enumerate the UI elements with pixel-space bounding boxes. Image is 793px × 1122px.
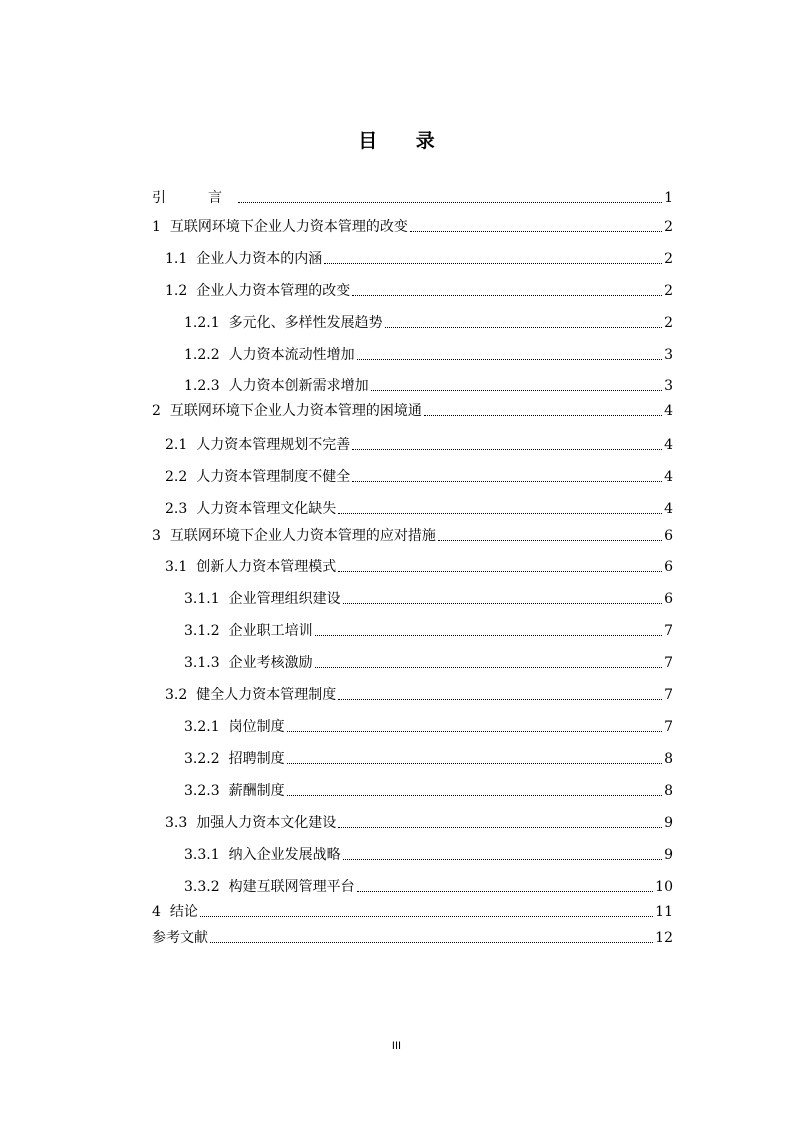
toc-entry[interactable] (152, 373, 673, 395)
dot-leader (338, 698, 662, 700)
toc-entry-title: 人力资本流动性增加 (228, 347, 355, 363)
dot-leader (287, 762, 662, 764)
toc-entry[interactable] (152, 214, 673, 236)
toc-entry-page: 9 (664, 847, 673, 863)
toc-entry[interactable] (152, 650, 673, 672)
toc-entry-title: 企业职工培训 (228, 623, 313, 639)
toc-entry[interactable] (152, 464, 673, 486)
toc-entry-title: 互联网环境下企业人力资本管理的困境通 (169, 403, 422, 419)
toc-entry-number: 3.2.2 (184, 751, 220, 767)
toc-entry-page: 7 (664, 623, 673, 639)
toc-entry-number: 2.2 (165, 469, 188, 485)
dot-leader (287, 730, 662, 732)
toc-entry-page: 10 (655, 879, 673, 895)
toc-entry-page: 8 (664, 751, 673, 767)
toc-entry-title: 企业管理组织建设 (228, 591, 341, 607)
toc-entry-page: 3 (664, 378, 673, 394)
toc-entry-title: 加强人力资本文化建设 (196, 815, 337, 831)
dot-leader (343, 602, 662, 604)
dot-leader (438, 539, 662, 541)
toc-entry-number: 3.3 (165, 815, 188, 831)
toc-entry-title: 参考文献 (152, 930, 208, 946)
toc-entry-page: 12 (655, 930, 673, 946)
toc-entry[interactable] (152, 810, 673, 832)
toc-entry[interactable] (152, 682, 673, 704)
toc-entry-page: 7 (664, 687, 673, 703)
toc-entry-title: 人力资本管理规划不完善 (196, 437, 351, 453)
toc-entry-page: 8 (664, 783, 673, 799)
toc-entry-title: 人力资本管理文化缺失 (196, 501, 337, 517)
dot-leader (338, 570, 662, 572)
dot-leader (338, 512, 662, 514)
dot-leader (371, 389, 662, 391)
toc-entry-title: 企业人力资本管理的改变 (196, 283, 351, 299)
toc-entry-title: 创新人力资本管理模式 (196, 559, 337, 575)
toc-entry-page: 2 (664, 283, 673, 299)
dot-leader (287, 794, 662, 796)
dot-leader (357, 358, 662, 360)
toc-entry[interactable] (152, 496, 673, 518)
toc-entry-page: 2 (664, 315, 673, 331)
toc-entry-number: 2 (152, 403, 161, 419)
toc-entry[interactable] (152, 874, 673, 896)
toc-entry-title: 企业考核激励 (228, 655, 313, 671)
toc-entry[interactable] (152, 586, 673, 608)
toc-entry-title: 薪酬制度 (228, 783, 285, 799)
toc-entry-number: 3.1.2 (184, 623, 220, 639)
toc-entry-number: 1.2.3 (184, 378, 220, 394)
toc-entry-page: 7 (664, 655, 673, 671)
toc-entry-page: 11 (655, 904, 673, 920)
toc-entry-number: 3.3.1 (184, 847, 220, 863)
toc-entry-number: 1.2.1 (184, 315, 220, 331)
toc-entry-title: 招聘制度 (228, 751, 285, 767)
dot-leader (357, 890, 654, 892)
toc-entry-page: 7 (664, 719, 673, 735)
toc-entry-title: 引 言 (152, 190, 236, 206)
toc-entry-page: 4 (664, 469, 673, 485)
dot-leader (410, 230, 662, 232)
dot-leader (315, 666, 662, 668)
toc-entry-page: 6 (664, 559, 673, 575)
dot-leader (210, 941, 653, 943)
toc-entry[interactable] (152, 523, 673, 545)
page-number-footer: III (391, 1040, 402, 1052)
toc-entry-page: 2 (664, 251, 673, 267)
toc-entry-number: 1 (152, 219, 161, 235)
dot-leader (200, 915, 653, 917)
dot-leader (338, 826, 662, 828)
toc-entry-number: 3.2.3 (184, 783, 220, 799)
toc-entry-page: 9 (664, 815, 673, 831)
dot-leader (315, 634, 662, 636)
dot-leader (385, 326, 662, 328)
toc-entry-number: 3.1.1 (184, 591, 220, 607)
toc-entry[interactable] (152, 899, 673, 921)
toc-entry[interactable] (152, 398, 673, 420)
toc-entry[interactable] (152, 925, 673, 947)
toc-entry-title: 互联网环境下企业人力资本管理的改变 (169, 219, 408, 235)
toc-entry-number: 3.2.1 (184, 719, 220, 735)
toc-entry-title: 构建互联网管理平台 (228, 879, 355, 895)
dot-leader (424, 414, 662, 416)
dot-leader (352, 480, 662, 482)
toc-entry-page: 6 (664, 591, 673, 607)
toc-entry[interactable] (152, 310, 673, 332)
toc-entry-page: 4 (664, 403, 673, 419)
toc-entry[interactable] (152, 342, 673, 364)
toc-entry-page: 1 (664, 190, 673, 206)
toc-entry-title: 互联网环境下企业人力资本管理的应对措施 (169, 528, 436, 544)
dot-leader (352, 294, 662, 296)
toc-entry[interactable] (152, 618, 673, 640)
toc-entry-number: 3 (152, 528, 161, 544)
toc-entry-title: 人力资本管理制度不健全 (196, 469, 351, 485)
toc-entry-number: 2.1 (165, 437, 188, 453)
toc-entry-page: 2 (664, 219, 673, 235)
toc-entry-page: 4 (664, 501, 673, 517)
toc-entry-title: 岗位制度 (228, 719, 285, 735)
toc-entry-title: 多元化、多样性发展趋势 (228, 315, 383, 331)
toc-entry[interactable] (152, 746, 673, 768)
dot-leader (238, 201, 662, 203)
toc-entry[interactable] (152, 842, 673, 864)
toc-entry-title: 纳入企业发展战略 (228, 847, 341, 863)
toc-entry[interactable] (152, 714, 673, 736)
dot-leader (343, 858, 662, 860)
page-title: 目 录 (358, 130, 451, 152)
toc-entry[interactable] (152, 278, 673, 300)
toc-entry[interactable] (152, 554, 673, 576)
toc-entry[interactable] (152, 185, 673, 207)
toc-entry-number: 1.2.2 (184, 347, 220, 363)
toc-entry-title: 结论 (169, 904, 198, 920)
dot-leader (352, 448, 662, 450)
toc-entry[interactable] (152, 778, 673, 800)
toc-entry-page: 6 (664, 528, 673, 544)
toc-entry-number: 3.3.2 (184, 879, 220, 895)
toc-entry-number: 3.1.3 (184, 655, 220, 671)
toc-entry-number: 2.3 (165, 501, 188, 517)
toc-entry-number: 4 (152, 904, 161, 920)
toc-entry-page: 4 (664, 437, 673, 453)
toc-entry-title: 健全人力资本管理制度 (196, 687, 337, 703)
toc-entry-title: 企业人力资本的内涵 (196, 251, 323, 267)
toc-entry-number: 1.2 (165, 283, 188, 299)
toc-entry[interactable] (152, 246, 673, 268)
toc-entry-number: 3.2 (165, 687, 188, 703)
toc-entry-title: 人力资本创新需求增加 (228, 378, 369, 394)
toc-entry[interactable] (152, 432, 673, 454)
toc-entry-number: 3.1 (165, 559, 188, 575)
toc-entry-page: 3 (664, 347, 673, 363)
toc-entry-number: 1.1 (165, 251, 188, 267)
dot-leader (324, 262, 662, 264)
